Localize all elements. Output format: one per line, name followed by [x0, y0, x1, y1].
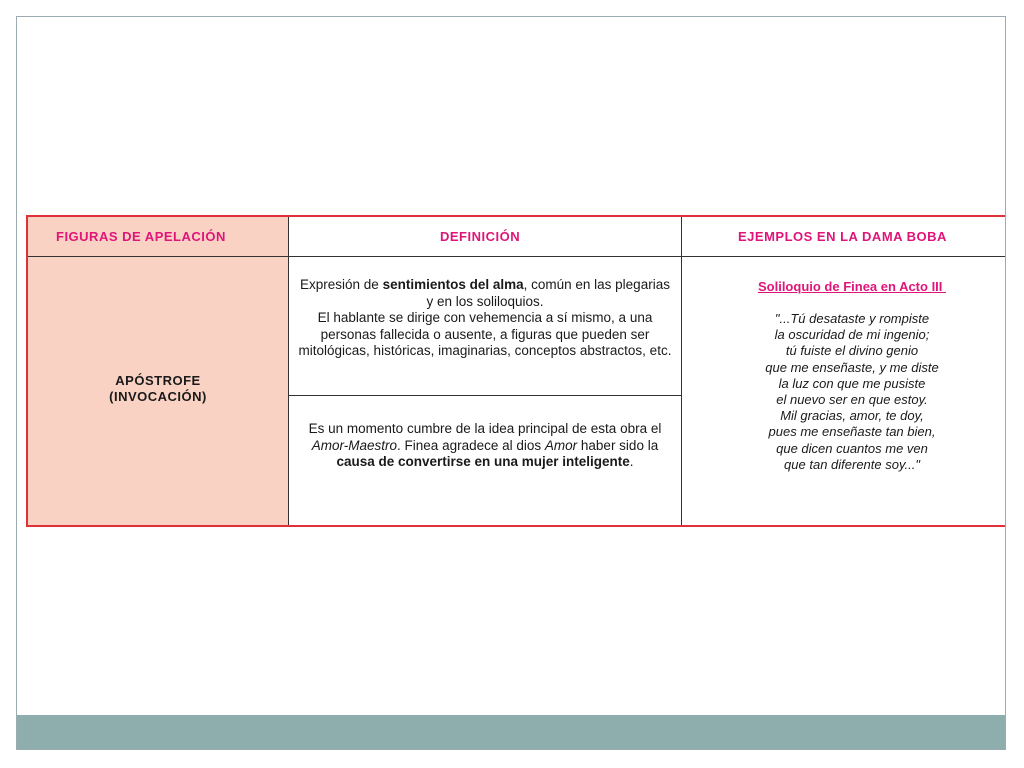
definition-italic-segment: Amor: [544, 437, 578, 453]
definition-cell-work: [289, 396, 682, 525]
verse-line: tú fuiste el divino genio: [785, 343, 919, 359]
header-figures: FIGURAS DE APELACIÓN: [56, 229, 226, 244]
term-cell: [28, 257, 289, 525]
definition-text-segment: , común en las plegarias y en los soliloquios.: [426, 277, 670, 309]
verse-line: que dicen cuantos me ven: [776, 440, 928, 456]
slide: [16, 16, 1006, 750]
definition-text-segment: El hablante se dirige con vehemencia a sí mismo, a una personas fallecida o ausente, a figuras que pueden ser mitológicas, históricas, imaginarias, conceptos abstractos, etc.: [298, 310, 672, 358]
term-name: APÓSTROFE: [115, 373, 201, 388]
definition-text-segment: .: [629, 454, 634, 469]
verse-line: la luz con que me pusiste: [778, 375, 926, 391]
verse-line: el nuevo ser en que estoy.: [776, 392, 928, 408]
definition-general-text: [295, 277, 675, 360]
definition-text-segment: . Finea agradece al dios: [397, 437, 545, 453]
footer-band: [17, 715, 1005, 749]
verse-line: pues me enseñaste tan bien,: [768, 424, 936, 440]
verse-line: "...Tú desataste y rompiste: [774, 311, 930, 326]
definition-text-segment: haber sido la: [577, 437, 659, 453]
verse-line: la oscuridad de mi ingenio;: [774, 327, 930, 343]
verse-line: que tan diferente soy...": [784, 456, 920, 472]
header-examples: EJEMPLOS EN LA DAMA BOBA: [738, 229, 947, 244]
example-cell: [682, 257, 1006, 525]
header-cell-examples: [682, 217, 1006, 257]
definition-text-segment: Es un momento cumbre de la idea principal de esta obra el: [308, 421, 662, 436]
example-title: Soliloquio de Finea en Acto III: [757, 279, 947, 294]
definition-bold-segment: causa de convertirse en una mujer inteligente: [336, 454, 630, 469]
header-cell-figures: [28, 217, 289, 257]
rhetoric-table: [26, 215, 1006, 527]
term-alias: (INVOCACIÓN): [109, 389, 207, 404]
definition-italic-segment: Amor-Maestro: [311, 437, 398, 453]
header-cell-definition: [289, 217, 682, 257]
example-verses: [682, 311, 1006, 473]
definition-cell-general: [289, 257, 682, 396]
header-definition: DEFINICIÓN: [440, 229, 521, 244]
verse-line: Mil gracias, amor, te doy,: [780, 408, 924, 424]
term-label: [28, 373, 288, 405]
definition-work-text: [295, 421, 675, 471]
definition-text-segment: Expresión de: [300, 277, 383, 292]
definition-bold-segment: sentimientos del alma: [382, 277, 524, 292]
verse-line: que me enseñaste, y me diste: [765, 359, 939, 375]
